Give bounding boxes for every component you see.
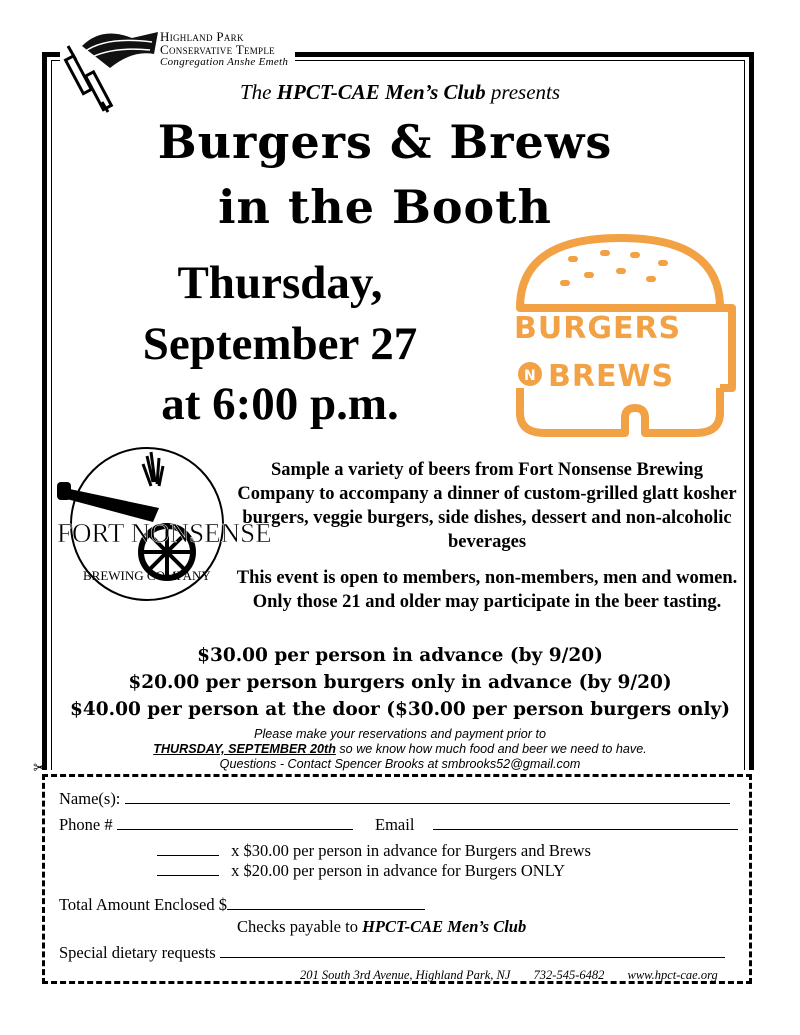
names-row	[59, 789, 730, 809]
email-label: Email	[375, 815, 415, 834]
event-title-line2: in the Booth	[218, 180, 552, 234]
email-row	[375, 815, 738, 835]
footer-website[interactable]: www.hpct-cae.org	[627, 968, 718, 982]
quantity-field-burgers-only[interactable]	[157, 861, 219, 876]
presents-suffix: presents	[485, 80, 561, 104]
quantity-field-burgers-brews[interactable]	[157, 841, 219, 856]
price-burgers-only: $20.00 per person burgers only in advance (by 9/20)	[128, 672, 672, 693]
names-field[interactable]	[125, 789, 730, 804]
total-row	[59, 895, 425, 915]
footer-contact	[300, 968, 738, 983]
burgers-word: BURGERS	[514, 311, 682, 346]
email-field[interactable]	[433, 815, 738, 830]
event-time: at 6:00 p.m.	[161, 378, 399, 430]
event-date: September 27	[142, 318, 418, 370]
total-amount-field[interactable]	[227, 895, 425, 910]
footer-phone: 732-545-6482	[533, 968, 605, 982]
phone-field[interactable]	[117, 815, 353, 830]
deadline-note	[0, 742, 800, 757]
phone-row	[59, 815, 353, 835]
reservation-note: Please make your reservations and payment prior to	[254, 727, 546, 741]
registration-coupon	[42, 774, 752, 984]
brews-word: BREWS	[548, 359, 675, 394]
names-label: Name(s):	[59, 789, 121, 808]
checks-label: Checks payable to	[237, 917, 363, 936]
footer-address: 201 South 3rd Avenue, Highland Park, NJ	[300, 968, 511, 982]
fort-nonsense-subtitle: BREWING COMPANY	[83, 568, 211, 583]
contact-note: Questions - Contact Spencer Brooks at smbrooks52@gmail.com	[219, 757, 581, 771]
temple-name	[160, 30, 288, 69]
dietary-label: Special dietary requests	[59, 943, 216, 962]
congregation-name: Congregation Anshe Emeth	[160, 56, 289, 68]
event-description: Sample a variety of beers from Fort Nonsense Brewing Company to accompany a dinner of custom-grilled glatt kosher burgers, veggie burgers, side dishes, dessert and non-alcoholic beverages	[237, 460, 737, 552]
presents-prefix: The	[239, 80, 277, 104]
checks-row	[237, 917, 526, 937]
fort-nonsense-logo	[55, 442, 272, 602]
deadline-date: THURSDAY, SEPTEMBER 20th	[153, 742, 336, 756]
burgers-brews-logo	[500, 228, 740, 448]
scissors-icon: ✂	[33, 760, 47, 777]
temple-name-line2: Conservative Temple	[160, 42, 275, 57]
presents-line	[0, 80, 800, 105]
eligibility-text: This event is open to members, non-members, men and women. Only those 21 and older may participate in the beer tasting.	[236, 568, 738, 612]
price-advance: $30.00 per person in advance (by 9/20)	[197, 645, 603, 666]
option-2-label: x $20.00 per person in advance for Burgers ONLY	[231, 861, 566, 880]
event-date-day: Thursday,	[177, 257, 383, 309]
option-row-1	[157, 841, 591, 861]
and-glyph: N	[524, 368, 536, 384]
checks-payee: HPCT-CAE Men’s Club	[362, 917, 527, 936]
event-title-line1: Burgers & Brews	[157, 115, 613, 169]
option-1-label: x $30.00 per person in advance for Burgers and Brews	[231, 841, 591, 860]
dietary-field[interactable]	[220, 943, 725, 958]
total-label: Total Amount Enclosed $	[59, 895, 227, 914]
phone-label: Phone #	[59, 815, 113, 834]
option-row-2	[157, 861, 565, 881]
deadline-note-rest: so we know how much food and beer we need to have.	[335, 742, 647, 756]
presenter-org: HPCT-CAE Men’s Club	[276, 80, 486, 104]
price-at-door: $40.00 per person at the door ($30.00 per person burgers only)	[70, 699, 730, 720]
dietary-row	[59, 943, 725, 963]
temple-name-line1: Highland Park	[160, 29, 244, 44]
fort-nonsense-name: FORT NONSENSE	[57, 518, 272, 548]
